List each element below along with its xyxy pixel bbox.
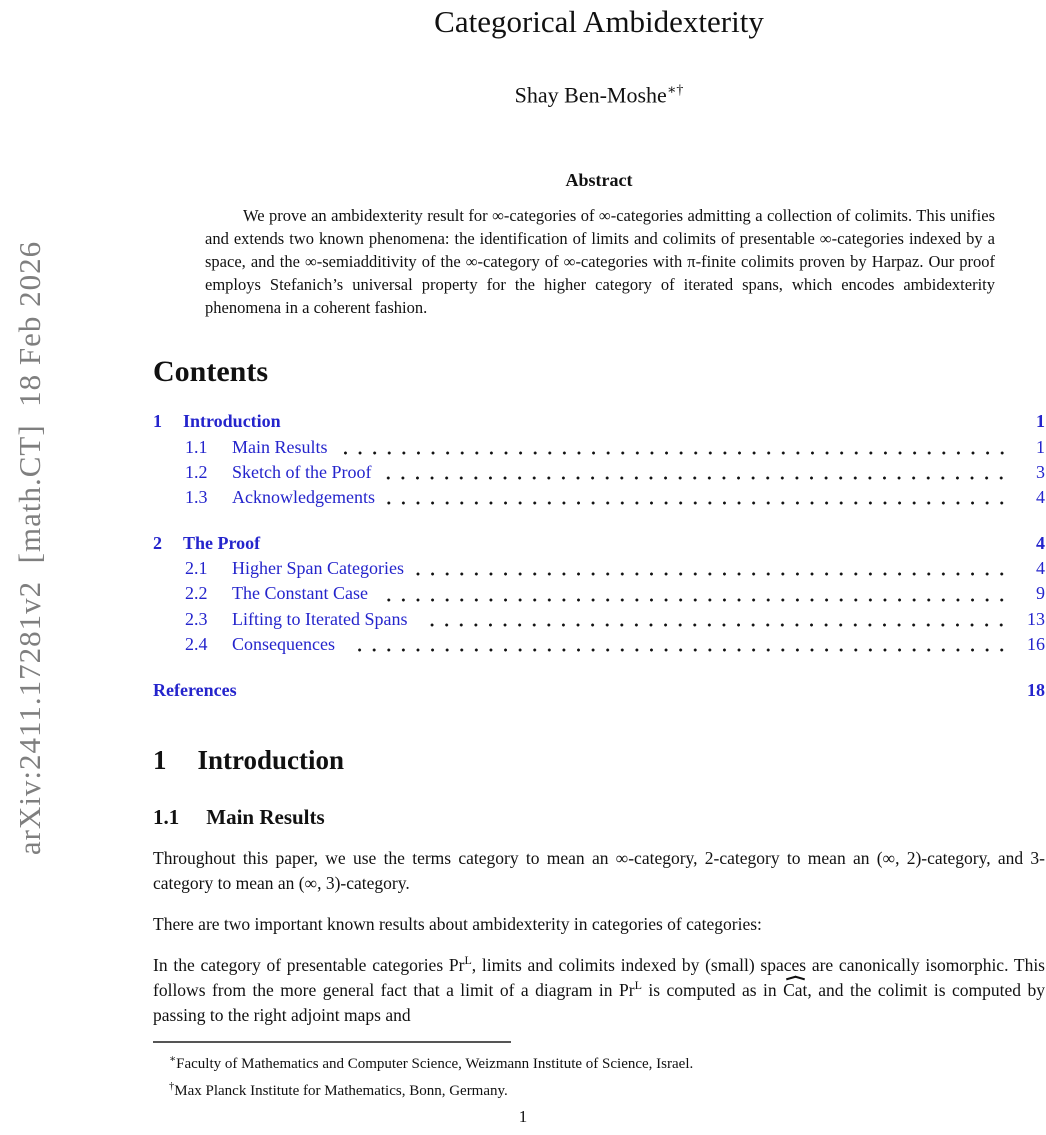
toc-dot-leader [383, 476, 1009, 480]
author-footnote-marks: ∗† [666, 83, 684, 98]
subsection-number: 1.1 [153, 805, 180, 830]
toc-page-number: 18 [1027, 680, 1045, 701]
toc-number: 1.2 [185, 461, 208, 482]
paragraph-presentable-categories [153, 953, 1045, 1028]
toc-number: 1.3 [185, 486, 208, 507]
page-number: 1 [518, 1107, 528, 1126]
table-of-contents [153, 411, 1045, 705]
toc-entry-main-results[interactable] [153, 437, 1045, 462]
toc-page-number: 4 [1036, 486, 1045, 507]
toc-entry-consequences[interactable] [153, 634, 1045, 659]
toc-number: 2.4 [185, 633, 208, 654]
footnote-marker: † [169, 1080, 175, 1092]
footnote-rule [153, 1041, 511, 1043]
toc-entry-lifting-to-iterated-spans[interactable] [153, 609, 1045, 634]
paragraph-known-results: There are two important known results about ambidexterity in categories of categories: [153, 914, 762, 935]
math-superscript: L [464, 953, 472, 968]
toc-page-number: 4 [1036, 558, 1045, 579]
section-title: Introduction [197, 745, 345, 776]
toc-number: 1.1 [185, 436, 208, 457]
toc-label: Higher Span Categories [232, 558, 404, 579]
toc-label: Lifting to Iterated Spans [232, 608, 408, 629]
subsection-heading-main-results [153, 805, 1045, 830]
toc-entry-acknowledgements[interactable] [153, 487, 1045, 512]
section-heading-introduction [153, 745, 1045, 776]
toc-label: The Proof [183, 533, 261, 554]
toc-label: References [153, 680, 237, 701]
abstract-heading: Abstract [565, 170, 633, 191]
toc-entry-the-proof[interactable] [153, 533, 1045, 558]
toc-dot-leader [387, 501, 1009, 505]
paragraph-text: , limits and colimits indexed by (small) spaces are canonically isomorphic. This follows from the more general fact that a limit of a diagram in Pr [153, 955, 1045, 1001]
section-number: 1 [153, 745, 167, 776]
toc-entry-references[interactable] [153, 680, 1045, 705]
toc-entry-higher-span-categories[interactable] [153, 558, 1045, 583]
toc-dot-leader [380, 598, 1009, 602]
toc-page-number: 3 [1036, 461, 1045, 482]
toc-label: The Constant Case [232, 583, 368, 604]
author-name: Shay Ben-Moshe [514, 82, 667, 108]
toc-label: Main Results [232, 436, 328, 457]
paragraph-terminology: Throughout this paper, we use the terms category to mean an ∞-category, 2-category to mean an (∞, 2)-category, and 3-category to mean an (∞, 3)-category. [153, 848, 1045, 894]
toc-number: 2.2 [185, 583, 208, 604]
toc-number: 2.3 [185, 608, 208, 629]
toc-page-number: 16 [1027, 633, 1045, 654]
footnote-text: Max Planck Institute for Mathematics, Bonn, Germany. [174, 1082, 508, 1099]
toc-entry-sketch-of-the-proof[interactable] [153, 462, 1045, 487]
footnote-text: Faculty of Mathematics and Computer Science, Weizmann Institute of Science, Israel. [176, 1056, 694, 1073]
footnote-affiliation-1 [153, 1049, 1045, 1076]
paragraph-text: In the category of presentable categories Pr [153, 955, 465, 976]
paper-page [153, 0, 1045, 1135]
toc-label: Consequences [232, 633, 335, 654]
toc-dot-leader [419, 623, 1009, 627]
toc-page-number: 4 [1036, 533, 1045, 554]
toc-dot-leader [416, 572, 1009, 576]
toc-dot-leader [347, 648, 1009, 652]
toc-entry-introduction[interactable] [153, 411, 1045, 436]
paper-title: Categorical Ambidexterity [434, 4, 764, 39]
footnote-affiliation-2 [153, 1076, 1045, 1103]
toc-page-number: 1 [1036, 436, 1045, 457]
toc-label: Sketch of the Proof [232, 461, 372, 482]
toc-number: 2 [153, 533, 162, 554]
subsection-title: Main Results [206, 805, 325, 830]
math-widehat-cat: Cat [783, 978, 807, 1003]
toc-label: Introduction [183, 411, 281, 432]
toc-number: 2.1 [185, 558, 208, 579]
footnotes [153, 1049, 1045, 1102]
toc-page-number: 13 [1027, 608, 1045, 629]
toc-dot-leader [340, 451, 1009, 455]
paragraph-text: is computed as in [641, 980, 784, 1001]
paragraph-text: , and the colimit is computed by passing to the right adjoint maps and [153, 980, 1045, 1026]
toc-entry-the-constant-case[interactable] [153, 583, 1045, 608]
footnote-marker: ∗ [169, 1054, 177, 1066]
toc-number: 1 [153, 411, 162, 432]
toc-label: Acknowledgements [232, 486, 375, 507]
abstract-text: We prove an ambidexterity result for ∞-categories of ∞-categories admitting a collection of colimits. This unifies and extends two known phenomena: the identification of limits and colimits of presentable ∞-categories indexed by a space, and the ∞-semiadditivity of the ∞-category of ∞-categories with π-finite colimits proven by Harpaz. Our proof employs Stefanich’s universal property for the higher category of iterated spans, which encodes ambidexterity phenomena in a coherent fashion. [205, 206, 995, 318]
author-line [153, 82, 1045, 108]
math-superscript: L [634, 978, 642, 993]
arxiv-watermark: arXiv:2411.17281v2 [math.CT] 18 Feb 2026 [12, 240, 47, 856]
contents-heading: Contents [153, 355, 269, 389]
toc-page-number: 9 [1036, 583, 1045, 604]
toc-page-number: 1 [1036, 411, 1045, 432]
